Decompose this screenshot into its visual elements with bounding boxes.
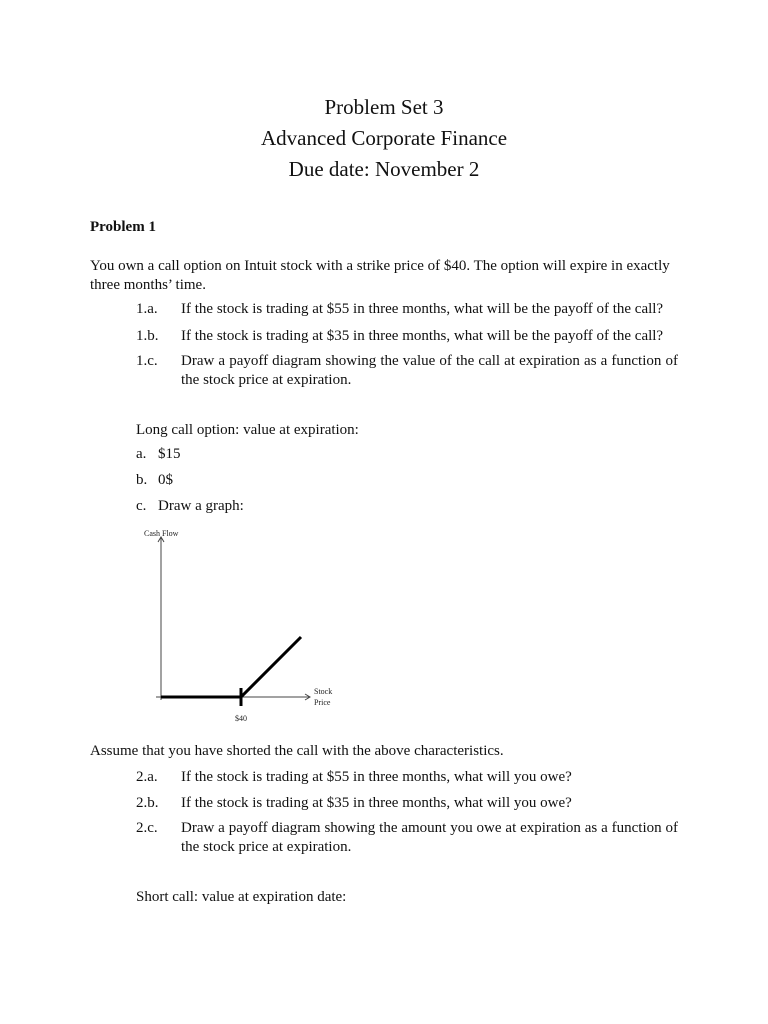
answer-label: b. xyxy=(136,472,148,488)
problem-heading: Problem 1 xyxy=(90,219,156,235)
question-text: Draw a payoff diagram showing the value of the call at expiration as a function of the stock price at expiration. xyxy=(181,353,678,388)
answer-label: a. xyxy=(136,446,147,462)
answer-value: Draw a graph: xyxy=(158,498,244,514)
x-axis-label-line-1: Stock xyxy=(314,687,333,696)
payoff-line xyxy=(161,637,301,697)
strike-tick-label: $40 xyxy=(235,714,247,723)
doc-title: Problem Set 3 xyxy=(324,95,444,119)
question-number: 1.c. xyxy=(136,353,158,369)
question-number: 1.a. xyxy=(136,301,158,317)
question-text: If the stock is trading at $55 in three months, what will be the payoff of the call? xyxy=(181,301,664,317)
question-text: Draw a payoff diagram showing the amount you owe at expiration as a function of the stock price at expiration. xyxy=(181,820,678,855)
y-axis-label: Cash Flow xyxy=(144,529,179,538)
question-number: 2.a. xyxy=(136,769,158,785)
problem-intro: You own a call option on Intuit stock with a strike price of $40. The option will expire in exactly three months’ time. xyxy=(90,258,670,293)
short-call-answer-intro: Short call: value at expiration date: xyxy=(136,889,347,905)
question-text: If the stock is trading at $35 in three months, what will you owe? xyxy=(181,795,572,811)
course-name: Advanced Corporate Finance xyxy=(260,126,508,150)
question-number: 2.b. xyxy=(136,795,159,811)
answer-value: 0$ xyxy=(158,472,173,488)
answer-label: c. xyxy=(136,498,147,514)
question-number: 2.c. xyxy=(136,820,158,836)
x-axis-label-line-2: Price xyxy=(314,698,331,707)
short-call-intro: Assume that you have shorted the call with the above characteristics. xyxy=(90,743,504,759)
due-date: Due date: November 2 xyxy=(288,157,480,181)
question-text: If the stock is trading at $35 in three months, what will be the payoff of the call? xyxy=(181,328,664,344)
payoff-diagram xyxy=(140,525,360,725)
question-text: If the stock is trading at $55 in three months, what will you owe? xyxy=(181,769,572,785)
answer-intro: Long call option: value at expiration: xyxy=(136,422,359,438)
answer-value: $15 xyxy=(158,446,181,462)
x-axis-label xyxy=(314,687,334,707)
question-number: 1.b. xyxy=(136,328,159,344)
